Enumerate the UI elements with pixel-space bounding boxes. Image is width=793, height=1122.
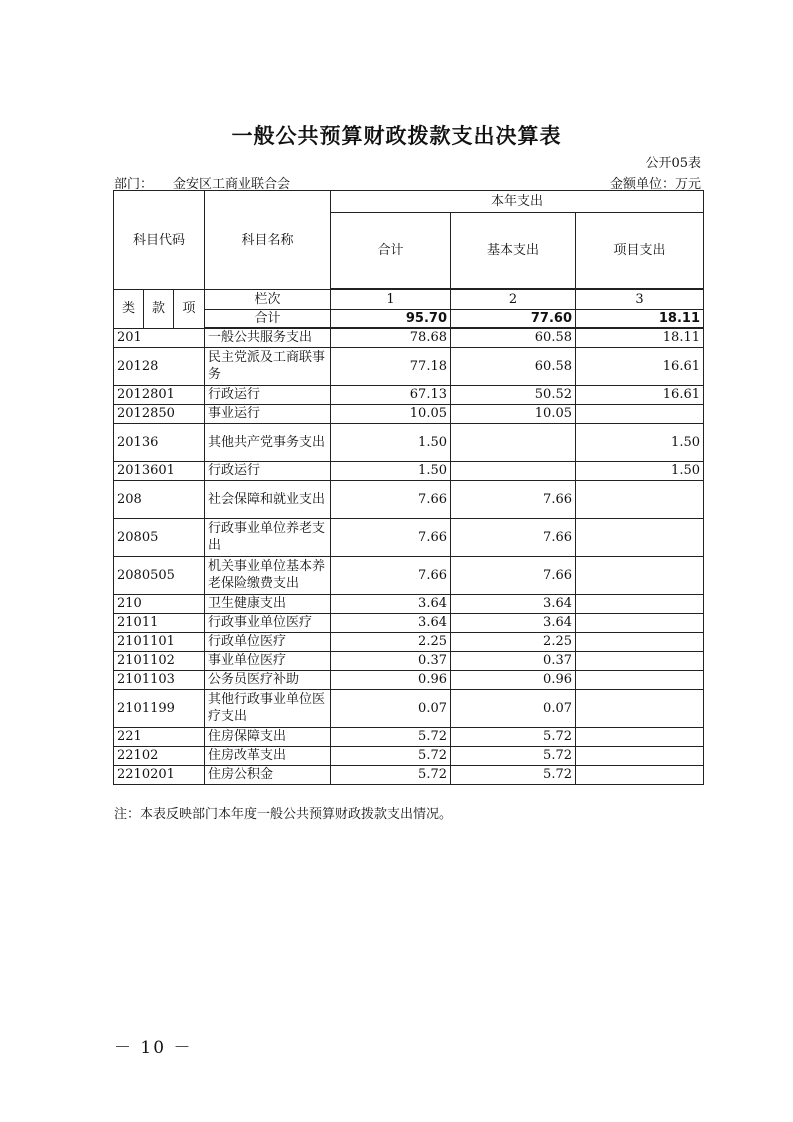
row-name: 行政事业单位医疗: [205, 613, 331, 632]
row-code: 21011: [114, 613, 205, 632]
table-row: [114, 480, 704, 518]
header-xiang: 项: [174, 290, 205, 329]
row-total: 77.18: [331, 347, 451, 385]
row-code: 2080505: [114, 556, 205, 594]
row-total: 7.66: [331, 556, 451, 594]
row-basic: 7.66: [451, 518, 576, 556]
row-total: 0.07: [331, 689, 451, 727]
page-title: 一般公共预算财政拨款支出决算表: [231, 123, 562, 148]
row-name: 一般公共服务支出: [205, 328, 331, 347]
row-basic: 10.05: [451, 404, 576, 423]
table-row: [114, 461, 704, 480]
row-basic: [451, 461, 576, 480]
total-label: 合计: [205, 310, 331, 329]
row-code: 2012850: [114, 404, 205, 423]
table-row: [114, 689, 704, 727]
column-label: 栏次: [205, 290, 331, 310]
row-name: 民主党派及工商联事务: [205, 347, 331, 385]
row-basic: 0.07: [451, 689, 576, 727]
column-3: 3: [576, 290, 704, 310]
row-basic: 2.25: [451, 632, 576, 651]
row-name: 其他共产党事务支出: [205, 423, 331, 461]
row-basic: 5.72: [451, 727, 576, 746]
form-number: 公开05表: [645, 156, 701, 171]
row-project: [576, 556, 704, 594]
row-basic: 5.72: [451, 765, 576, 784]
row-project: [576, 594, 704, 613]
row-name: 行政运行: [205, 461, 331, 480]
department-label: 部门：: [114, 177, 154, 192]
row-project: [576, 765, 704, 784]
row-code: 2101101: [114, 632, 205, 651]
table-row: [114, 328, 704, 347]
row-basic: 7.66: [451, 556, 576, 594]
row-name: 行政事业单位养老支出: [205, 518, 331, 556]
row-code: 20128: [114, 347, 205, 385]
row-total: 1.50: [331, 461, 451, 480]
row-project: 18.11: [576, 328, 704, 347]
row-project: [576, 651, 704, 670]
row-code: 2210201: [114, 765, 205, 784]
row-code: 2101199: [114, 689, 205, 727]
header-total: 合计: [331, 213, 451, 289]
row-basic: 0.37: [451, 651, 576, 670]
row-total: 5.72: [331, 765, 451, 784]
total-project: 18.11: [576, 310, 704, 329]
row-code: 201: [114, 328, 205, 347]
table-row: [114, 594, 704, 613]
row-total: 1.50: [331, 423, 451, 461]
row-project: [576, 518, 704, 556]
table-row: [114, 347, 704, 385]
row-basic: [451, 423, 576, 461]
row-project: [576, 746, 704, 765]
row-basic: 0.96: [451, 670, 576, 689]
table-row: [114, 385, 704, 404]
row-code: 2013601: [114, 461, 205, 480]
row-name: 行政运行: [205, 385, 331, 404]
row-total: 3.64: [331, 613, 451, 632]
row-code: 2012801: [114, 385, 205, 404]
row-basic: 7.66: [451, 480, 576, 518]
row-code: 2101103: [114, 670, 205, 689]
row-basic: 60.58: [451, 347, 576, 385]
table-row: [114, 423, 704, 461]
header-lei: 类: [114, 290, 144, 329]
row-total: 5.72: [331, 727, 451, 746]
table-row: [114, 556, 704, 594]
amount-unit: 金额单位：万元: [609, 177, 701, 192]
row-name: 事业运行: [205, 404, 331, 423]
column-number-row: [114, 290, 704, 310]
row-basic: 60.58: [451, 328, 576, 347]
row-project: [576, 613, 704, 632]
header-this-year: 本年支出: [331, 191, 704, 213]
row-name: 行政单位医疗: [205, 632, 331, 651]
row-name: 住房保障支出: [205, 727, 331, 746]
row-total: 78.68: [331, 328, 451, 347]
row-code: 2101102: [114, 651, 205, 670]
table-row: [114, 518, 704, 556]
row-basic: 3.64: [451, 594, 576, 613]
row-code: 210: [114, 594, 205, 613]
row-name: 机关事业单位基本养老保险缴费支出: [205, 556, 331, 594]
row-project: 1.50: [576, 461, 704, 480]
expenditure-table: [113, 190, 704, 785]
row-project: [576, 670, 704, 689]
row-project: [576, 480, 704, 518]
row-basic: 3.64: [451, 613, 576, 632]
row-total: 5.72: [331, 746, 451, 765]
row-total: 7.66: [331, 480, 451, 518]
table-note: 注：本表反映部门本年度一般公共预算财政拨款支出情况。: [114, 807, 453, 822]
row-total: 0.37: [331, 651, 451, 670]
department-name: 金安区工商业联合会: [173, 177, 291, 192]
column-2: 2: [451, 290, 576, 310]
row-name: 公务员医疗补助: [205, 670, 331, 689]
row-total: 67.13: [331, 385, 451, 404]
row-code: 221: [114, 727, 205, 746]
row-total: 2.25: [331, 632, 451, 651]
row-project: 16.61: [576, 347, 704, 385]
row-basic: 5.72: [451, 746, 576, 765]
row-name: 住房改革支出: [205, 746, 331, 765]
total-amount: 95.70: [331, 310, 451, 329]
row-name: 卫生健康支出: [205, 594, 331, 613]
table-row: [114, 651, 704, 670]
row-project: 16.61: [576, 385, 704, 404]
table-row: [114, 613, 704, 632]
row-basic: 50.52: [451, 385, 576, 404]
header-project: 项目支出: [576, 213, 704, 289]
row-project: [576, 404, 704, 423]
row-name: 事业单位医疗: [205, 651, 331, 670]
header-basic: 基本支出: [451, 213, 576, 289]
table-row: [114, 404, 704, 423]
table-row: [114, 670, 704, 689]
table-row: [114, 746, 704, 765]
row-code: 20136: [114, 423, 205, 461]
column-1: 1: [331, 290, 451, 310]
row-code: 208: [114, 480, 205, 518]
header-kuan: 款: [144, 290, 174, 329]
row-project: [576, 632, 704, 651]
row-project: 1.50: [576, 423, 704, 461]
row-code: 22102: [114, 746, 205, 765]
row-project: [576, 727, 704, 746]
row-total: 10.05: [331, 404, 451, 423]
row-total: 0.96: [331, 670, 451, 689]
row-name: 社会保障和就业支出: [205, 480, 331, 518]
header-code: 科目代码: [114, 191, 205, 290]
row-total: 3.64: [331, 594, 451, 613]
header-row-1: [114, 191, 704, 213]
page-number: － 10 －: [114, 1038, 193, 1058]
table-row: [114, 727, 704, 746]
total-basic: 77.60: [451, 310, 576, 329]
row-total: 7.66: [331, 518, 451, 556]
table-row: [114, 765, 704, 784]
row-name: 住房公积金: [205, 765, 331, 784]
row-code: 20805: [114, 518, 205, 556]
row-name: 其他行政事业单位医疗支出: [205, 689, 331, 727]
header-name: 科目名称: [205, 191, 331, 290]
row-project: [576, 689, 704, 727]
table-row: [114, 632, 704, 651]
